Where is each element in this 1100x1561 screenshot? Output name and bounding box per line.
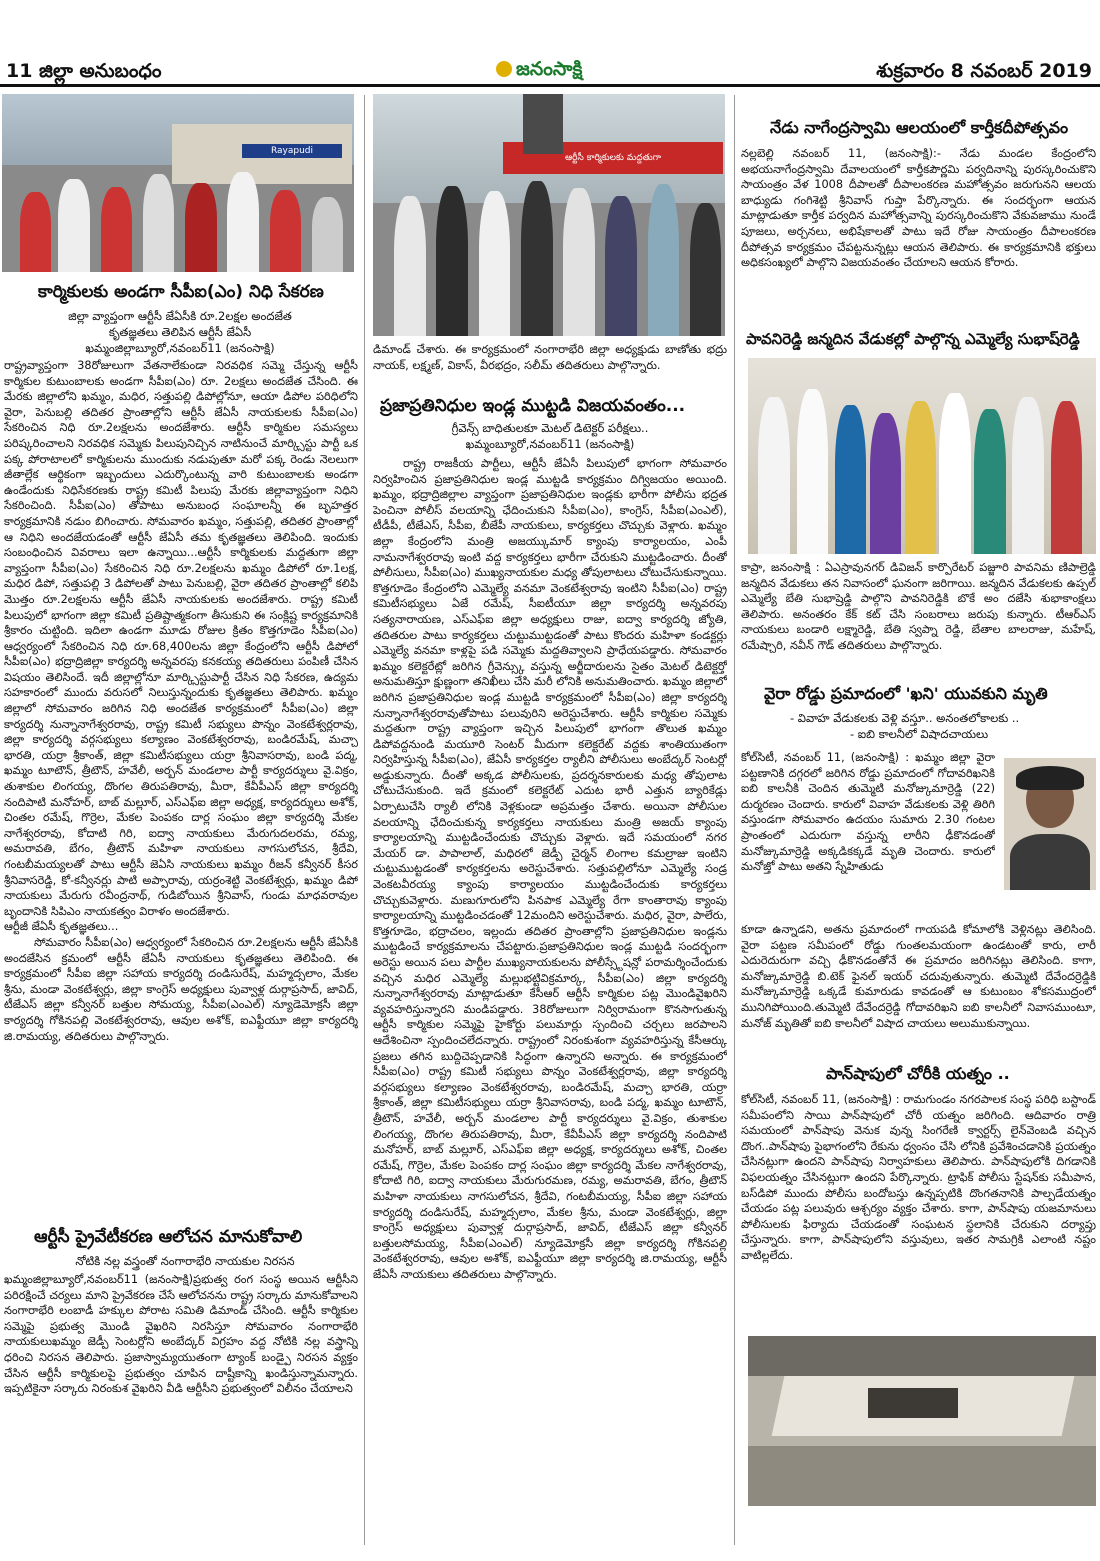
- headline-cpim-fund: కార్మికులకు అండగా సీపీఐ(ఎం) నిధి సేకరణ: [38, 282, 324, 302]
- headline-road-accident: వైరా రోడ్డు ప్రమాదంలో 'ఖని' యువకుని మృతి: [764, 684, 1048, 703]
- article-paragraph: డిమాండ్ చేశారు. ఈ కార్యక్రమంలో నంగారాభేరి జిల్లా అధ్యక్షుడు బాణోతు భద్రు నాయక్, లక్ష్మణ్, వికాస్, వీరభద్రం, సలీమ్ తదితరులు పాల్గొన్నారు.: [373, 343, 727, 372]
- rally-photo: [2, 94, 354, 272]
- article-paragraph: కోల్‌సిటీ, నవంబర్ 11, (జనంసాక్షి) : ఖమ్మం జిల్లా వైరా పట్టణానికి దగ్గరలో జరిగిన రోడ్డు ప్రమాదంలో గోదావరిఖనికి ఐబి కాలనీకి చెందిన తుమ్మెటి మనోజ్కుమార్రెడ్డి (22) దుర్మరణం చెందారు. కారులో వివాహ వేడుకలకు వెళ్లి తిరిగి వస్తుండగా సోమవారం ఉదయం సుమారు 2.30 గంటల ప్రాంతంలో ఎదురుగా వస్తున్న లారీని ఢీకొనడంతో మనోజ్కుమార్రెడ్డి అక్కడికక్కడే మృతి చెందారు. కారులో మనోజ్తో పాటు అతని స్నేహితుడు: [741, 751, 995, 874]
- article-paragraph: కోల్‌సిటీ, నవంబర్ 11, (జనంసాక్షి) : రామగుండం నగరపాలక సంస్థ పరిధి బస్టాండ్ సమీపంలోని సాయి పాన్‌షాపులో చోరీ యత్నం జరిగింది. ఆదివారం రాత్రి సమయంలో పాన్‌షాపు వెనుక వున్న సింగరేణి క్వార్టర్స్ లైన్‌వెంబడి వచ్చిన దొంగ..పాన్‌షాపు పైభాగంలోని రేకును ధ్వంసం చేసి లోనికి ప్రవేశించడానికి ప్రయత్నం చేసినట్లుగా ఉందని పాన్‌షాపు నిర్వాహకులు తెలిపారు. పాన్‌షాపులోకి దిగడానికి విఫలయత్నం చేసినట్లుగా ఉందని పేర్కొన్నారు. ట్రాఫిక్ పోలీసు స్టేషన్‌కు సమీపాన, బస్‌డిపో ముందు పోలీసు బందోబస్తు ఉన్నప్పటికి దొంగతనానికి పాల్పడేయత్నం చేయడం పట్ల పలువురు ఆశ్చర్యం వ్యక్తం చేశారు. కాగా, పాన్‌షాపు యజమానులు పోలీసులకు ఫిర్యాదు చేయడంతో సంఘటన స్థలానికి చేరుకుని దర్యాప్తు చేస్తున్నారు. కాగా, పాన్‌షాపులోని వస్తువులు, ఇతర సామగ్రికి ఎలాంటి నష్టం వాటిల్లలేదు.: [741, 1093, 1096, 1262]
- subheading-line: - ఐబి కాలనీలో విషాదచాయలు: [850, 727, 989, 741]
- article-body: [4, 1272, 358, 1506]
- subheading: [30, 308, 330, 356]
- article-paragraph: కూడా ఉన్నాడని, అతను ప్రమాదంలో గాయపడి కోమాలోకి వెళ్లినట్లు తెలిసింది. వైరా పట్టణ సమీపంలో రోడ్డు గుంతలమయంగా ఉండటంతో కారు, లారీ ఎదురెదురుగా వచ్చి ఢీకొనడంతోనే ఈ ప్రమాదం జరిగినట్లు తెలిసింది. కాగా, మనోజ్కుమార్రెడ్డి బి.టెక్ ఫైనల్ ఇయర్ చదువుతున్నారు. తుమ్మెటి దేవేందర్రెడ్డికి మనోజ్కుమార్రెడ్డి ఒక్కడే కుమారుడు కావడంతో ఆ కుటుంబం శోకసముద్రంలో మునిగిపోయింది.తుమ్మెటి దేవేందర్రెడ్డి గోదావరిఖని ఐబి కాలనీలో నివాసముంటూ, మనోజ్ మృతితో ఐబి కాలనీలో విషాద చాయలు అలుముకున్నాయి.: [741, 923, 1096, 1030]
- page-label: 11 జిల్లా అనుబంధం: [6, 60, 162, 82]
- masthead-rule: [0, 84, 1100, 87]
- subheading-line: గ్రీవెన్స్ బాధితులకూ మెటల్ డిటెక్టర్ పరీక్షలు..: [451, 421, 649, 435]
- article-body: [741, 750, 995, 920]
- column-divider: [734, 95, 735, 1545]
- masthead: [0, 0, 1100, 84]
- shop-sign: Rayapudi: [242, 144, 342, 158]
- subheading-line: జిల్లా వ్యాప్తంగా ఆర్టీసీ జేఏసీకి రూ.2లక్షల అందజేత: [68, 309, 292, 323]
- column-divider: [364, 95, 365, 1545]
- article-body: [4, 358, 358, 1220]
- article-body: [741, 922, 1096, 1048]
- article-paragraph: ఆర్టీజీ జేఏసీ కృతజ్ఞతలు...: [4, 920, 119, 934]
- dateline: ఖమ్మంజిల్లాబ్యూరో,నవంబర్11 (జనంసాక్షి): [85, 341, 275, 355]
- headline-birthday-celebration: పావనిరెడ్డి జన్మదిన వేడుకల్లో పాల్గొన్న ఎమ్మెల్యే సుభాష్‌రెడ్డి: [746, 330, 1080, 348]
- issue-date: శుక్రవారం 8 నవంబర్ 2019: [876, 60, 1092, 82]
- dateline: ఖమ్మంబ్యూరో,నవంబర్11 (జనంసాక్షి): [465, 437, 635, 451]
- subheading-line: - వివాహ వేడుకలకు వెళ్లి వస్తూ.. అనంతలోకాలకు ..: [790, 711, 1020, 725]
- article-paragraph: రాష్ట్రవ్యాప్తంగా 38రోజులుగా వేతనాలేకుండా నిరవధిక సమ్మె చేస్తున్న ఆర్టీసీ కార్మికుల కుటుంబాలకు అండగా సీపీఐ(ఎం) రూ. 2లక్షలు అందజేత చేసింది. ఈ మేరకు జిల్లాలోని ఖమ్మం, మధిర, సత్తుపల్లి డిపోల్లోనూ, ఆయా డిపోల పరిధిలోని వైరా, పెనుబల్లి తదితర ప్రాంతాల్లోని ఆర్టీసీ జేఏసీ నాయకులకు సీపీఐ(ఎం) సేకరించిన నిధి రూ.2లక్షలను అందజేశారు. ఆర్టీసీ కార్మికుల సమస్యలు పరిష్కరించాలని నిరవధిక సమ్మెకు పిలుపునిచ్చిన నాటినుంచే మార్క్సిస్టు పార్టీ ఒక పక్క పోరాటాలలో కార్మికులను ముందుకు నడుపుతూ మరో పక్క రెండు నెలలుగా జీతాల్లేక ఆర్థికంగా ఇబ్బందులు ఎదుర్కొంటున్న వారి కుటుంబాలకు అండగా ఉండేందుకు నిధిసేకరణకు రాష్ట్ర కమిటీ పిలుపు మేరకు జిల్లావ్యాప్తంగా నిధిని సేకరించింది. సీపీఐ(ఎం) తోపాటు అనుబంధ సంఘాలన్నీ ఈ బృహత్తర కార్యక్రమానికి నడుం బిగించారు. సోమవారం ఖమ్మం, సత్తుపల్లి, తదితర ప్రాంతాల్లో ఆ నిధిని అందజేయడంతో ఆర్టీసీ జేఏసీ తమ కృతజ్ఞతలు తెలిపింది. ఇందుకు సంబంధించిన వివరాలు ఇలా ఉన్నాయి...ఆర్టీసీ కార్మికులకు మద్దతుగా జిల్లా వ్యాప్తంగా సీపీఐ(ఎం) సేకరించిన నిధి రూ.2లక్షలను ఖమ్మం డిపోలో రూ.1లక్ష, మధిర డిపో, సత్తుపల్లి 3 డిపోలతో పాటు పెనుబల్లి, వైరా తదితర ప్రాంతాల్లో కలిపి మొత్తం రూ.2లక్షలను ఆర్టీసీ జేఏసీ నాయకులకు అందజేశారు. రాష్ట్ర కమిటీ పిలుపులో భాగంగా జిల్లా కమిటీ ప్రతిష్టాత్మకంగా తీసుకుని ఈ సంక్లిష్ట కార్యక్రమానికి శ్రీకారం చుట్టింది. ఇదిలా ఉండగా మూడు రోజుల క్రితం కొత్తగూడెం సీపీఐ(ఎం) ఆధ్వర్యంలో సేకరించిన నిధి రూ.68,400లను జిల్లా కేంద్రంలోని ఆర్టీసీ డిపోలో సీపీఐ(ఎం) భద్రాద్రిజిల్లా కార్యదర్శి అన్నవరపు కనకయ్య తదితరులు పంపిణీ చేసిన విషయం తెలిసిందే. ఇదీ జిల్లాల్లోనూ మార్క్సిస్టుపార్టీ చేసిన నిధి సేకరణ, ఉద్యమ సహకారంలో ముందు వరుసలో నిలుస్తున్నందుకు కృతజ్ఞతలు తెలిపారు. ఖమ్మం జిల్లాలో సోమవారం జరిగిన నిధి అందజేత కార్యక్రమంలో సీపీఐ(ఎం) జిల్లా కార్యదర్శి నున్నానాగేశ్వరరావు, రాష్ట్ర కమిటీ సభ్యులు పొన్నం వెంకటేశ్వర్లరావు, జిల్లా కార్యదర్శి వర్గసభ్యులు కల్యాణం వెంకటేశ్వరరావు, బండిరమేష్, మచ్చా భారతి, యర్రా శ్రీకాంత్, జిల్లా కమిటీసభ్యులు యర్రా శ్రీనివాసరావు, బండి పద్మ, ఖమ్మం టూటౌన్, త్రీటౌన్, హవేలీ, అర్బన్ మండలాల పార్టీ కార్యదర్శులు వై.విక్రం, తుశాకుల లింగయ్య, దొంగల తిరుపతిరావు, మీరా, కేవీపీఎస్ జిల్లా కార్యదర్శి నందిపాటి మనోహర్, బాబ్ మల్లూర్, ఎస్ఎఫ్ఐ జిల్లా అధ్యక్ష, కార్యదర్శులు అశోక్, చింతల రమేష్, గొర్రెల, మేకల పెంపకం దార్ల సంఘం జిల్లా కార్యదర్శి మేకల నాగేశ్వరరావు, కోదాటి గిరి, ఐద్వా నాయకులు మేరుగుదలరమ, రమ్య, అమరావతి, బేగం, త్రీటౌన్ మహిళా నాయకులు నాగసులోచన, శ్రీదేవి, గంటబీమయ్యలతో పాటు ఆర్టీసీ జెఏసి నాయకులు ఖమ్మం రీజన్ కన్వీనర్ కీసర శ్రీనివాసరెడ్డి, కో-కన్వీనర్లు పాటి అప్పారావు, యర్రంశెట్టి వెంకటేశ్వర్లు, ఖమ్మం డిపో నాయకులు మేరుగు రవీంద్రనాథ్, గుడిబోయిన శ్రీనివాస్, గుండు మాధవరావుల బృందానికి సిపిఎం నాయకత్వం విరాళం అందజేశారు.: [4, 359, 358, 918]
- subheading: [380, 420, 720, 452]
- article-paragraph: కాప్రా, జనంసాక్షి : ఏఎస్రావునగర్ డివిజన్ కార్పొరేటర్ పజ్జూరి పావనిమ ణిపాల్రెడ్డి జన్మదిన వేడుకలు తన నివాసంలో ఘనంగా జరిగాయి. జన్మదిన వేడుకలకు ఉప్పల్ ఎమ్మెల్యే బేతి సుభాష్రెడ్డి పాల్గొని పావనిరెడ్డికి బొకే అం దజేసి శుభాకాంక్షలు తెలిపారు. అనంతరం కేక్ కట్ చేసి సంబరాలు జరుపు కున్నారు. టీఆర్ఎస్ నాయకులు బండారి లక్ష్మారెడ్డి, బేతి స్వప్నా రెడ్డి, బేతాల బాలరాజు, మహేష్, రమేష్చారి, నవీన్ గౌడ్ తదితరులు పాల్గొన్నారు.: [741, 561, 1096, 652]
- article-paragraph: రాష్ట్ర రాజకీయ పార్టీలు, ఆర్టీసీ జేఏసీ పిలుపులో భాగంగా సోమవారం నిర్వహించిన ప్రజాప్రతినిధుల ఇండ్ల ముట్టడి కార్యక్రమం దిగ్విజయం అయింది. ఖమ్మం, భద్రాద్రిజిల్లాల వ్యాప్తంగా ప్రజాప్రతినిధుల ఇండ్లకు భారీగా పోలీసు భద్రత పెంచినా పోలీస్ వలయాన్ని ఛేదించుకుని సీపీఐ(ఎం), కాంగ్రెస్, సీపీఐ(ఎంఎల్), టీడీపీ, టీజేఎస్, సీపీఐ, బీజేపీ నాయకులు, కార్యకర్తలు చొచ్చుకు వెళ్లారు. ఖమ్మం జిల్లా కేంద్రంలోని మంత్రి అజయ్కుమార్ క్యాంపు కార్యాలయం, ఎంపీ నామనాగేశ్వరరావు ఇంటి వద్ద కార్యకర్తలు భారీగా చేరుకుని ముట్టడించారు. దీంతో పోలీసులు, సీపీఐ(ఎం) ముఖ్యనాయకుల మధ్య తోపులాటలు చోటుచేసుకున్నాయి. కొత్తగూడెం కేంద్రంలోని ఎమ్మెల్యే వనమా వెంకటేశ్వరావు ఇంటిని సీపీఐ(ఎం) రాష్ట్ర కమిటీసభ్యులు ఏజే రమేష్, సీఐటీయూ జిల్లా కార్యదర్శి అన్నవరపు సత్యనారాయణ, ఎస్ఎఫ్ఐ జిల్లా అధ్యక్షులు రాజు, ఐద్వా కార్యదర్శి జ్యోతి, తదితరుల పాటు కార్యకర్తలు చుట్టుముట్టడంతో పాటు కొందరు మహిళా కండక్టర్లు ఎమ్మెల్యే వనమా కాళ్లపై పడి సమ్మెకు మద్దతివ్వాలని ప్రాధేయపడ్డారు. సోమవారం ఖమ్మం కలెక్టరేట్లో జరిగిన గ్రీవెన్స్కు వస్తున్న అర్జీదారులను సైతం మెటల్ డిటెక్టర్తో అనుమతిస్తూ క్షుణ్ణంగా తనిఖీలు చేసి మరీ లోనికి అనుమతించారు. ఖమ్మం జిల్లాలో జరిగిన ప్రజాప్రతినిధుల ఇండ్ల ముట్టడి కార్యక్రమంలో సీపీఐ(ఎం) జిల్లా కార్యదర్శి నున్నానాగేశ్వరరావుతోపాటు పలువురిని అరెస్టుచేశారు. ఆర్టీసీ కార్మికుల సమ్మెకు మద్దతుగా రాష్ట్ర వ్యాప్తంగా ఇచ్చిన పిలుపులో భాగంగా తొలుత ఖమ్మం డిపోవద్దనుండి మయూరి సెంటర్ మీదుగా కలెక్టరేట్ వద్దకు శాంతియుతంగా నిర్వహిస్తున్న సీపీఐ(ఎం), జేఏసీ కార్యకర్తల ర్యాలీని పోలీసులు అంబేద్కర్ సెంటర్లో అడ్డుకున్నారు. దీంతో అక్కడ పోలీసులకు, ప్రదర్శనకారులకు మధ్య తోపులాట చోటుచేసుకుంది. ఇదే క్రమంలో కలెక్టరేట్ ఎదుట భారీ ఎత్తున బ్యారికేడ్లు ఏర్పాటుచేసి ర్యాలీ లోనికి వెళ్లకుండా అప్రమత్తం చేశారు. అయినా పోలీసుల వలయాన్ని ఛేదించుకున్న కార్యకర్తలు నాయకులు మంత్రి అజయ్ క్యాంపు కార్యాలయాన్ని ముట్టడించేందుకు చొచ్చుకు వెళ్లారు. ఇదే సమయంలో నగర మేయర్ డా. పాపాలాల్, మధిరలో జెడ్పీ చైర్మన్ లింగాల కమల్రాజు ఇంటిని చుట్టుముట్టడంతో కార్యకర్తలను అరెస్టుచేశారు. సత్తుపల్లిలోనూ ఎమ్మెల్యే సండ్ర వెంకటవీరయ్య క్యాంపు కార్యాలయం ముట్టడించేందుకు కార్యకర్తలు చొచ్చుకువెళ్లారు. మణుగూరులోని పినపాక ఎమ్మెల్యే రేగా కాంతారావు క్యాంపు కార్యాలయాన్ని ముట్టడించడంతో 12మందిని అరెస్టుచేశారు. మధిర, వైరా, పాలేరు, కొత్తగూడెం, భద్రాచలం, ఇల్లందు తదితర ప్రాంతాల్లోని ప్రజాప్రతినిధుల ఇండ్లను ముట్టడించే కార్యక్రమాలను చేపట్టారు.ప్రజాప్రతినిధుల ఇండ్ల ముట్టడి సందర్భంగా అరెస్టు అయిన పలు పార్టీల ముఖ్యనాయకులను పోలీస్స్టేషన్లో పరామర్శించేందుకు వచ్చిన మధిర ఎమ్మెల్యే మల్లుభట్టివిక్రమార్క, సీపీఐ(ఎం) జిల్లా కార్యదర్శి నున్నానాగేశ్వరరావు మాట్లాడుతూ కేసీఆర్ ఆర్టీసీ కార్మికుల పట్ల మొండివైఖరిని వ్యవహరిస్తున్నారని మండిపడ్డారు. 38రోజులుగా నిర్విరామంగా కొనసాగుతున్న ఆర్టీసీ కార్మికుల సమ్మెపై హైకోర్టు పలుమార్లు స్పందించి చర్చలు జరపాలని ఆదేశించినా స్పందించలేదన్నారు. రాష్ట్రంలో నిరంకుశంగా వ్యవహరిస్తున్న కేసీఆర్కు ప్రజలు తగిన బుద్దిచెప్పడానికి సిద్ధంగా ఉన్నారని అన్నారు. ఈ కార్యక్రమంలో సీపీఐ(ఎం) రాష్ట్ర కమిటీ సభ్యులు పొన్నం వెంకటేశ్వర్లరావు, జిల్లా కార్యదర్శి వర్గసభ్యులు కల్యాణం వెంకటేశ్వరరావు, బండిరమేష్, మచ్చా భారతి, యర్రా శ్రీకాంత్, జిల్లా కమిటీసభ్యులు యర్రా శ్రీనివాసరావు, బండి పద్మ, ఖమ్మం టూటౌన్, త్రీటౌన్, హవేలీ, అర్బన్ మండలాల పార్టీ కార్యదర్శులు వై.విక్రం, తుశాకుల లింగయ్య, దొంగల తిరుపతిరావు, మీరా, కేవీపీఎస్ జిల్లా కార్యదర్శి నందిపాటి మనోహర్, బాబ్ మల్లూర్, ఎస్ఎఫ్ఐ జిల్లా అధ్యక్ష, కార్యదర్శులు అశోక్, చింతల రమేష్, గొర్రెల, మేకల పెంపకం దార్ల సంఘం జిల్లా కార్యదర్శి మేకల నాగేశ్వరరావు, కోదాటి గిరి, ఐద్వా నాయకులు మేరుగురమణ, రమ్య, అమరావతి, బేగం, త్రీటౌన్ మహిళా నాయకులు నాగసులోచన, శ్రీదేవి, గంటబీమయ్య, సీపీఐ జిల్లా సహాయ కార్యదర్శి దండిసురేష్, మహ్మద్సలాం, మేకల శ్రీను, మండా వెంకటేశ్వర్లు, జిల్లా కాంగ్రెస్ అధ్యక్షులు పువ్వాళ్ల దుర్గాప్రసాద్, జావిద్, టీజేఎస్ జిల్లా కన్వీనర్ బత్తులసోమయ్య, సీపీఐ(ఎంఎల్) న్యూడెమోక్రసీ జిల్లా కార్యదర్శి గోకినపల్లి వెంకటేశ్వరరావు, ఆవుల అశోక్, ఐఎఫ్టీయూ జిల్లా కార్యదర్శి జి.రామయ్య, ఆర్టీసీ జేఏసీ నాయకులు తదితరులు పాల్గొన్నారు.: [373, 457, 727, 1281]
- subheading: [790, 710, 1080, 742]
- article-body: [741, 146, 1096, 318]
- headline-mla-houses-siege: ప్రజాప్రతినిధుల ఇండ్ల ముట్టడి విజయవంతం...: [380, 396, 686, 416]
- damaged-roof-photo: [748, 1336, 1096, 1506]
- article-paragraph: ఖమ్మంజిల్లాబ్యూరో,నవంబర్11 (జనంసాక్షి)ప్రభుత్వ రంగ సంస్థ అయిన ఆర్టీసీని పరిరక్షించే చర్యలు మాని ప్రైవేకరణ చేసే ఆలోచనను రాష్ట్ర సర్కారు మానుకోవాలని నంగారాభేరి లంబాడీ హక్కుల పోరాట సమితి డిమాండ్ చేసింది. ఆర్టీసీ కార్మికుల సమ్మెపై ప్రభుత్వ మొండి వైఖరిని నిరసిస్తూ సోమవారం నంగారాభేరి నాయకులుఖమ్మం జెడ్పీ సెంటర్లోని అంబేద్కర్ విగ్రహం వద్ద నోటికి నల్ల వస్త్రాన్ని ధరించి నిరసన తెలిపారు. ప్రజాస్వామ్యయుతంగా ట్యాంక్ బండ్పై నిరసన వ్యక్తం చేసిన ఆర్టీసీ కార్మికులపై ప్రభుత్వం చూపిన దాష్టీకాన్ని ఖండిస్తున్నామన్నారు. ఇప్పటికైనా సర్కారు నిరంకుశ వైఖరిని వీడి ఆర్టీసీని ప్రభుత్వంలో విలీనం చేయాలని: [4, 1273, 358, 1396]
- subheading: నోటికి నల్ల వస్త్రంతో నంగారాభేరి నాయకుల నిరసన: [75, 1254, 295, 1268]
- logo-text: జనంసాక్షి: [516, 58, 583, 80]
- article-body: [373, 456, 727, 1506]
- article-body: [741, 560, 1096, 672]
- protest-photo: [373, 94, 725, 336]
- victim-portrait: [1004, 758, 1096, 890]
- headline-karthika-deepotsavam: నేడు నాగేంద్రస్వామి ఆలయంలో కార్తీకదీపోత్సవం: [770, 118, 1069, 137]
- article-body: [373, 342, 727, 376]
- article-paragraph: నల్లబెల్లి నవంబర్ 11, (జనంసాక్షి):- నేడు మండల కేంద్రంలోని అభయనాగేంద్రస్వామి దేవాలయంలో కార్తీకపౌర్ణమి పర్వదినాన్ని పురస్కరించుకొని సాయంత్రం వేళ 1008 దీపాలతో దీపాలంకరణ మహోత్సవం జరుగునని ఆలయ బాధ్యుడు గంగిశెట్టి శ్రీనివాస్ గుప్తా పేర్కొన్నారు. ఈ సందర్భంగా ఆయన మాట్లాడుతూ కార్తీక పర్వదిన మహోత్సవాన్ని పురస్కరించుకొని వేకువజాము నుండే పూజలు, అర్చనలు, అభిషేకాలతో పాటు ఇదే రోజు సాయంత్రం దీపాలంకరణ దీపోత్సవ కార్యక్రమం చేపట్టనున్నట్లు ఆయన తెలిపారు. ఈ కార్యక్రమానికి భక్తులు అధికసంఖ్యలో పాల్గొని విజయవంతం చేయాలని ఆయన కోరారు.: [741, 147, 1096, 270]
- newspaper-logo: [496, 58, 582, 85]
- article-paragraph: సోమవారం సీపీఐ(ఎం) ఆధ్వర్యంలో సేకరించిన రూ.2లక్షలను ఆర్టీసీ జేఏసీకి అందజేసిన క్రమంలో ఆర్టీసీ జేఏసీ నాయకులు కృతజ్ఞతలు తెలిపింది. ఈ కార్యక్రమంలో సీపీఐ జిల్లా సహాయ కార్యదర్శి దండిసురేష్, మహ్మద్సలాం, మేకల శ్రీను, మండా వెంకటేశ్వర్లు, జిల్లా కాంగ్రెస్ అధ్యక్షులు పువ్వాళ్ల దుర్గాప్రసాద్, జావిద్, టీజేఎస్ జిల్లా కన్వీనర్ బత్తుల సోమయ్య, సీపీఐ(ఎంఎల్) న్యూడెమోక్రసీ జిల్లా కార్యదర్శి గోకినపల్లి వెంకటేశ్వరరావు, ఆవుల అశోక్, ఐఎఫ్టీయూ జిల్లా కార్యదర్శి జి.రామయ్య, తదితరులు పాల్గొన్నారు.: [4, 935, 358, 1043]
- headline-pan-shop-theft: పాన్‌షాపులో చోరీకి యత్నం ..: [826, 1064, 1010, 1083]
- banner-text: ఆర్టీసీ కార్మికులకు మద్దతుగా: [565, 153, 661, 163]
- birthday-photo: [748, 358, 1096, 554]
- subheading-line: కృతజ్ఞతలు తెలిపిన ఆర్టీసీ జేఏసీ: [108, 325, 252, 339]
- article-body: [741, 1092, 1096, 1326]
- headline-rtc-privatization: ఆర్టీసీ ప్రైవేటీకరణ ఆలోచన మానుకోవాలి: [34, 1227, 303, 1247]
- logo-sun-icon: [496, 61, 512, 77]
